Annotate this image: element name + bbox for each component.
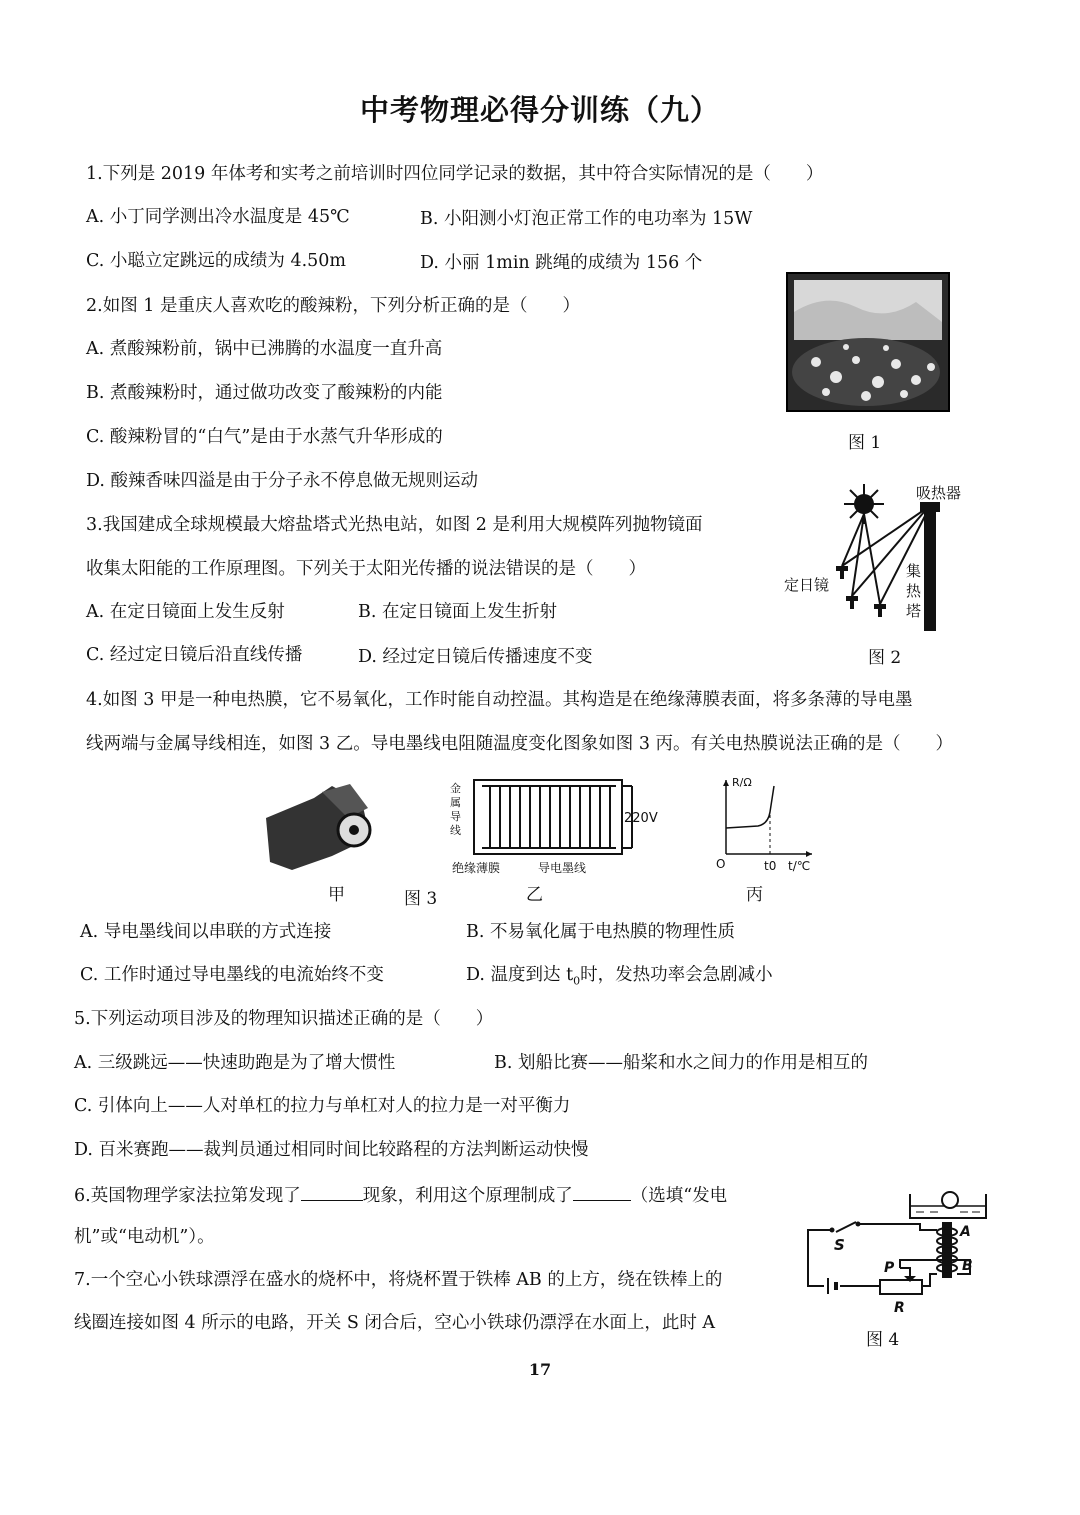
figure-3-jia-film-photo — [262, 778, 382, 876]
q2-option-c: C. 酸辣粉冒的“白气”是由于水蒸气升华形成的 — [86, 427, 443, 447]
label-tower-3: 塔 — [906, 602, 922, 620]
figure-3-caption: 图 3 — [404, 889, 438, 909]
label-switch-S: S — [834, 1236, 845, 1254]
label-B: B — [962, 1258, 973, 1274]
label-heliostat: 定日镜 — [784, 576, 830, 594]
q2-option-b: B. 煮酸辣粉时，通过做功改变了酸辣粉的内能 — [86, 383, 443, 403]
figure-2-caption: 图 2 — [868, 648, 902, 668]
q6-blank-2 — [573, 1182, 631, 1201]
q5-stem: 5.下列运动项目涉及的物理知识描述正确的是（ ） — [74, 1009, 494, 1029]
q2-option-d: D. 酸辣香味四溢是由于分子永不停息做无规则运动 — [86, 471, 479, 491]
figure-1-noodle-photo — [786, 272, 950, 412]
q7-line1: 7.一个空心小铁球漂浮在盛水的烧杯中，将烧杯置于铁棒 AB 的上方，绕在铁棒上的 — [74, 1270, 723, 1290]
page-title: 中考物理必得分训练（九） — [359, 93, 720, 127]
q4-option-d: D. 温度到达 $t_0$时，发热功率会急剧减小 — [466, 965, 773, 988]
label-ink-lines: 导电墨线 — [538, 861, 587, 875]
q3-option-c: C. 经过定日镜后沿直线传播 — [86, 645, 303, 665]
q4-option-c: C. 工作时通过导电墨线的电流始终不变 — [80, 965, 384, 985]
label-P: P — [884, 1260, 895, 1276]
q3-option-b: B. 在定日镜面上发生折射 — [358, 602, 557, 622]
label-wire-2: 属 — [450, 796, 461, 809]
q1-option-d: D. 小丽 1min 跳绳的成绩为 156 个 — [420, 253, 703, 273]
q5-option-d: D. 百米赛跑——裁判员通过相同时间比较路程的方法判断运动快慢 — [74, 1140, 589, 1160]
q4-option-b: B. 不易氧化属于电热膜的物理性质 — [466, 922, 735, 942]
label-wire-1: 金 — [450, 782, 461, 795]
q2-option-a: A. 煮酸辣粉前，锅中已沸腾的水温度一直升高 — [86, 339, 443, 359]
page-number: 17 — [528, 1360, 552, 1379]
figure-3-bing-caption: 丙 — [746, 885, 763, 905]
q4-stem-line2: 线两端与金属导线相连，如图 3 乙。导电墨线电阻随温度变化图象如图 3 丙。有关电热膜说法正确的是（ ） — [86, 734, 954, 754]
q1-option-a: A. 小丁同学测出冷水温度是 45℃ — [86, 207, 350, 227]
q7-line2: 线圈连接如图 4 所示的电路，开关 S 闭合后，空心小铁球仍漂浮在水面上，此时 A — [74, 1313, 716, 1333]
label-A: A — [960, 1224, 971, 1240]
figure-3-yi-ink-lines — [446, 772, 664, 878]
label-R: R — [894, 1300, 905, 1316]
label-wire-3: 导 — [450, 810, 461, 823]
figure-3-jia-caption: 甲 — [328, 885, 345, 905]
q5-option-c: C. 引体向上——人对单杠的拉力与单杠对人的拉力是一对平衡力 — [74, 1096, 571, 1116]
q5-option-b: B. 划船比赛——船桨和水之间力的作用是相互的 — [494, 1053, 868, 1073]
q4-stem-line1: 4.如图 3 甲是一种电热膜，它不易氧化，工作时能自动控温。其构造是在绝缘薄膜表面，将多条薄的导电墨 — [86, 690, 913, 710]
q6-line2: 机”或“电动机”）。 — [74, 1227, 215, 1247]
label-tower-2: 热 — [906, 582, 922, 600]
q3-option-d: D. 经过定日镜后传播速度不变 — [358, 647, 593, 667]
q3-stem-line1: 3.我国建成全球规模最大熔盐塔式光热电站，如图 2 是利用大规模阵列抛物镜面 — [86, 515, 703, 535]
figure-1-caption: 图 1 — [848, 433, 882, 453]
figure-4-circuit — [800, 1184, 996, 1318]
figure-3-yi-caption: 乙 — [526, 885, 543, 905]
q1-stem: 1.下列是 2019 年体考和实考之前培训时四位同学记录的数据，其中符合实际情况的是（ ） — [86, 164, 824, 184]
label-absorber: 吸热器 — [916, 484, 962, 502]
graph-t0: t0 — [764, 859, 777, 873]
figure-2-solar-tower — [780, 478, 980, 638]
q5-option-a: A. 三级跳远——快速助跑是为了增大惯性 — [74, 1053, 396, 1073]
graph-origin: O — [716, 857, 726, 871]
q6-blank-1 — [301, 1182, 363, 1201]
q6-line1: 6.英国物理学家法拉第发现了 现象，利用这个原理制成了 （选填“发电 — [74, 1182, 727, 1208]
q1-option-b: B. 小阳测小灯泡正常工作的电功率为 15W — [420, 209, 753, 229]
q1-option-c: C. 小聪立定跳远的成绩为 4.50m — [86, 251, 347, 271]
label-wire-4: 线 — [450, 824, 461, 837]
q2-stem: 2.如图 1 是重庆人喜欢吃的酸辣粉，下列分析正确的是（ ） — [86, 296, 580, 316]
q3-stem-line2: 收集太阳能的工作原理图。下列关于太阳光传播的说法错误的是（ ） — [86, 559, 646, 579]
q3-option-a: A. 在定日镜面上发生反射 — [86, 602, 285, 622]
label-voltage: 220V — [624, 811, 658, 826]
figure-4-caption: 图 4 — [866, 1330, 900, 1350]
label-insulating-film: 绝缘薄膜 — [452, 861, 501, 875]
q4-option-a: A. 导电墨线间以串联的方式连接 — [80, 922, 332, 942]
graph-x-label: t/℃ — [788, 859, 811, 873]
graph-y-label: R/Ω — [732, 776, 752, 789]
label-tower-1: 集 — [906, 562, 922, 580]
figure-3-bing-graph — [712, 772, 818, 878]
